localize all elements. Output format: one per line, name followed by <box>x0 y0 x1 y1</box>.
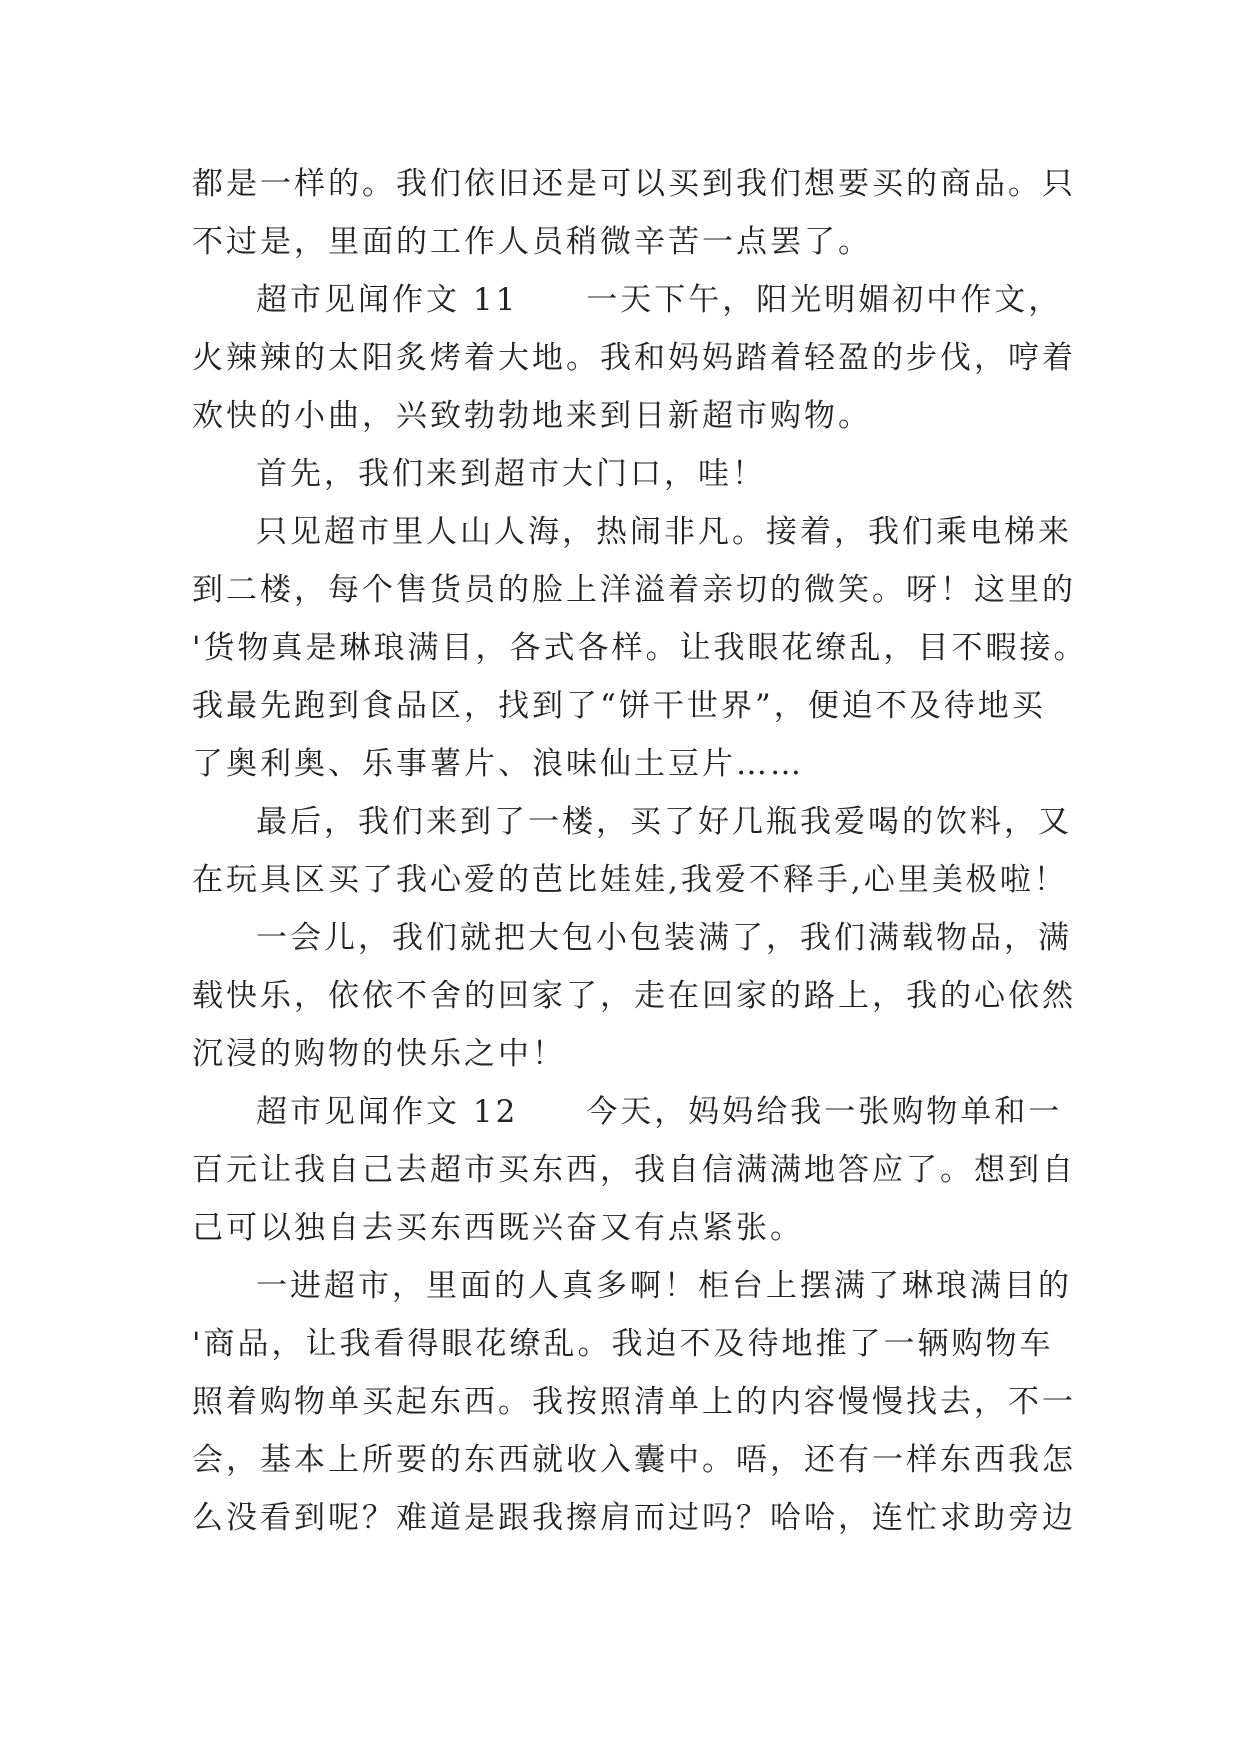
text-line: 百元让我自己去超市买东西，我自信满满地答应了。想到自 <box>192 1152 1076 1188</box>
text-line: 超市见闻作文 11 一天下午，阳光明媚初中作文， <box>256 282 1063 318</box>
text-line: '货物真是琳琅满目，各式各样。让我眼花缭乱，目不暇接。 <box>192 630 1088 666</box>
text-line: 沉浸的购物的快乐之中！ <box>192 1036 566 1072</box>
text-line: 首先，我们来到超市大门口，哇！ <box>256 456 766 492</box>
text-line: 一进超市，里面的人真多啊！柜台上摆满了琳琅满目的 <box>256 1268 1072 1304</box>
text-line: 超市见闻作文 12 今天，妈妈给我一张购物单和一 <box>256 1094 1063 1130</box>
text-line: 都是一样的。我们依旧还是可以买到我们想要买的商品。只 <box>192 166 1076 202</box>
text-line: 火辣辣的太阳炙烤着大地。我和妈妈踏着轻盈的步伐，哼着 <box>192 340 1076 376</box>
text-line: '商品，让我看得眼花缭乱。我迫不及待地推了一辆购物车 <box>192 1326 1054 1362</box>
text-line: 只见超市里人山人海，热闹非凡。接着，我们乘电梯来 <box>256 514 1072 550</box>
essay-body <box>192 155 1088 1547</box>
text-line: 在玩具区买了我心爱的芭比娃娃,我爱不释手,心里美极啦！ <box>192 862 1068 898</box>
text-line: 我最先跑到食品区，找到了“饼干世界”，便迫不及待地买 <box>192 688 1046 724</box>
text-line: 会，基本上所要的东西就收入囊中。唔，还有一样东西我怎 <box>192 1442 1076 1478</box>
text-line: 己可以独自去买东西既兴奋又有点紧张。 <box>192 1210 804 1246</box>
text-line: 欢快的小曲，兴致勃勃地来到日新超市购物。 <box>192 398 872 434</box>
text-line: 么没看到呢？难道是跟我擦肩而过吗？哈哈，连忙求助旁边 <box>192 1500 1076 1536</box>
text-line: 最后，我们来到了一楼，买了好几瓶我爱喝的饮料，又 <box>256 804 1072 840</box>
text-line: 一会儿，我们就把大包小包装满了，我们满载物品，满 <box>256 920 1072 956</box>
text-line: 照着购物单买起东西。我按照清单上的内容慢慢找去，不一 <box>192 1384 1076 1420</box>
text-line: 载快乐，依依不舍的回家了，走在回家的路上，我的心依然 <box>192 978 1076 1014</box>
text-line: 不过是，里面的工作人员稍微辛苦一点罢了。 <box>192 224 872 260</box>
text-line: 了奥利奥、乐事薯片、浪味仙土豆片…… <box>192 746 804 782</box>
text-line: 到二楼，每个售货员的脸上洋溢着亲切的微笑。呀！这里的 <box>192 572 1076 608</box>
